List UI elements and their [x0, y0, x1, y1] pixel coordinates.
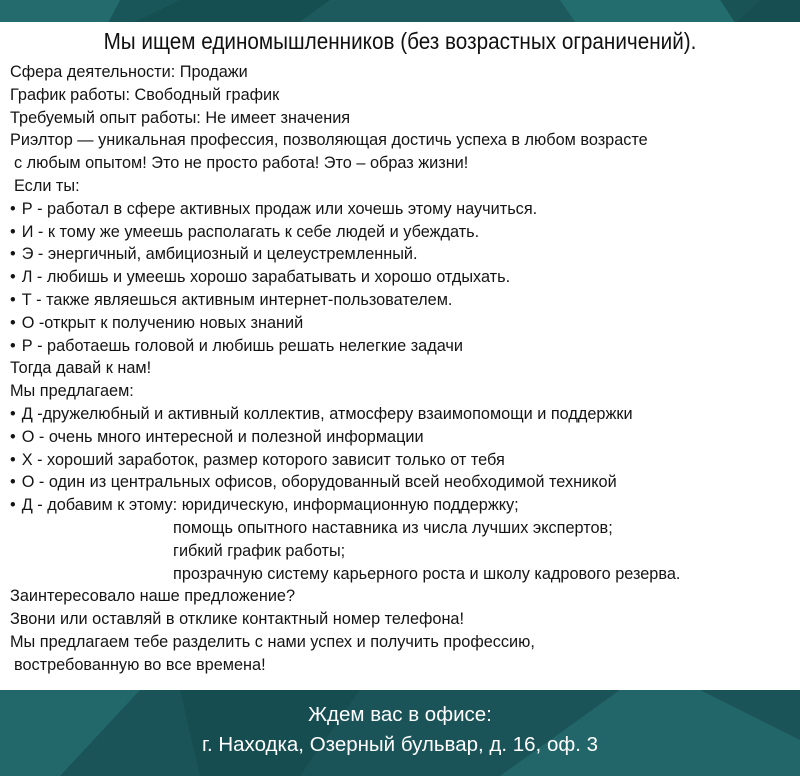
intro-line: Риэлтор — уникальная профессия, позволяющая достичь успеха в любом возрасте — [10, 131, 648, 150]
detail-schedule: График работы: Свободный график — [10, 85, 280, 104]
closing-line: востребованную во все времена! — [14, 655, 266, 674]
list-item: • О - один из центральных офисов, оборудованный всей необходимой техникой — [10, 471, 800, 494]
list-item: • Р - работаешь головой и любишь решать нелегкие задачи — [10, 335, 800, 358]
intro-line: с любым опытом! Это не просто работа! Это – образ жизни! — [14, 154, 469, 173]
closing-line: Заинтересовало наше предложение? — [10, 587, 296, 606]
detail-experience: Требуемый опыт работы: Не имеет значения — [10, 108, 351, 127]
footer-heading: Ждем вас в офисе: — [308, 703, 492, 726]
list-item: • Р - работал в сфере активных продаж или хочешь этому научиться. — [10, 198, 800, 221]
list-item: • Т - также являешься активным интернет-пользователем. — [10, 289, 800, 312]
call-to-join: Тогда давай к нам! — [10, 359, 152, 378]
list-item: • Л - любишь и умеешь хорошо зарабатывать и хорошо отдыхать. — [10, 266, 800, 289]
list-item: • Э - энергичный, амбициозный и целеустремленный. — [10, 243, 800, 266]
list-item: • И - к тому же умеешь располагать к себе людей и убеждать. — [10, 221, 800, 244]
intro-line: Если ты: — [14, 176, 80, 195]
list-item: • О -открыт к получению новых знаний — [10, 312, 800, 335]
offer-heading: Мы предлагаем: — [10, 382, 134, 401]
offer-extra-line: помощь опытного наставника из числа лучших экспертов; — [173, 518, 613, 537]
page-title: Мы ищем единомышленников (без возрастных ограничений). — [103, 28, 697, 54]
offer-extra-line: гибкий график работы; — [173, 541, 346, 560]
detail-sphere: Сфера деятельности: Продажи — [10, 63, 248, 81]
list-item: • О - очень много интересной и полезной информации — [10, 426, 800, 449]
offer-extra-line: прозрачную систему карьерного роста и школу кадрового резерва. — [173, 564, 681, 583]
closing-line: Звони или оставляй в отклике контактный номер телефона! — [10, 610, 465, 629]
closing-line: Мы предлагаем тебе разделить с нами успех и получить профессию, — [10, 632, 535, 651]
list-item: • Х - хороший заработок, размер которого зависит только от тебя — [10, 449, 800, 472]
list-item: • Д - добавим к этому: юридическую, информационную поддержку; — [10, 494, 800, 517]
office-address-block — [0, 700, 800, 760]
vacancy-description — [10, 61, 800, 677]
list-item: • Д -дружелюбный и активный коллектив, атмосферу взаимопомощи и поддержки — [10, 403, 800, 426]
office-address: г. Находка, Озерный бульвар, д. 16, оф. 3 — [201, 733, 599, 756]
